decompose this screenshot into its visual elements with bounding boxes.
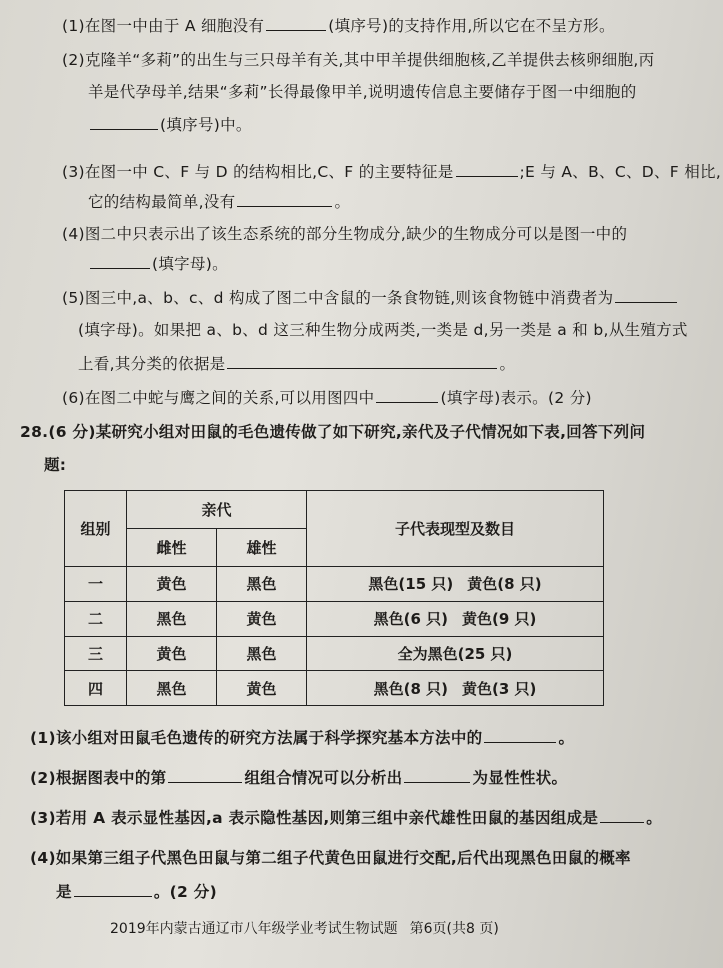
q28-intro-line-1: 28.(6 分)某研究小组对田鼠的毛色遗传做了如下研究,亲代及子代情况如下表,回答下列问 bbox=[20, 423, 646, 441]
answer-blank bbox=[456, 162, 518, 177]
q27-item-1 bbox=[62, 14, 615, 36]
header-group: 组别 bbox=[65, 491, 127, 567]
cell-offspring bbox=[307, 567, 604, 602]
q27-item-3-text-d: 。 bbox=[334, 193, 351, 211]
q27-item-3-text-b: ;E 与 A、B、C、D、F 相比, bbox=[519, 163, 722, 181]
offspring-value: 黄色(9 只) bbox=[462, 610, 537, 629]
cell-offspring bbox=[307, 601, 604, 636]
q27-item-2-line-1: (2)克隆羊“多莉”的出生与三只母羊有关,其中甲羊提供细胞核,乙羊提供去核卵细胞,丙 bbox=[62, 51, 655, 69]
offspring-value: 黄色(8 只) bbox=[467, 575, 542, 594]
q27-item-5-text-c: 上看,其分类的依据是 bbox=[78, 355, 226, 373]
header-parent: 亲代 bbox=[127, 491, 307, 529]
offspring-value: 黑色(8 只) bbox=[373, 679, 448, 698]
q28-item-4-text-b: 是 bbox=[56, 883, 72, 901]
q27-item-2-text-c: (填序号)中。 bbox=[160, 116, 252, 134]
cell-female: 黄色 bbox=[127, 567, 217, 602]
q27-item-2-line-3 bbox=[88, 113, 252, 135]
q28-item-4-line-2 bbox=[56, 880, 217, 902]
answer-blank bbox=[237, 192, 332, 207]
answer-blank bbox=[600, 808, 644, 823]
answer-blank bbox=[74, 882, 152, 897]
q28-item-4-text-c: 。(2 分) bbox=[153, 883, 217, 901]
q27-item-3-line-1 bbox=[62, 160, 721, 182]
offspring-value: 黄色(3 只) bbox=[462, 679, 537, 698]
q28-item-2-text-a: (2)根据图表中的第 bbox=[30, 769, 167, 787]
q27-item-3-text-c: 它的结构最简单,没有 bbox=[88, 193, 236, 211]
offspring-value: 黑色(6 只) bbox=[373, 610, 448, 629]
q27-item-5-line-1 bbox=[62, 286, 679, 308]
q27-item-5-line-2: (填字母)。如果把 a、b、d 这三种生物分成两类,一类是 d,另一类是 a 和 b,从生殖方式 bbox=[78, 321, 688, 339]
q28-item-1 bbox=[30, 726, 574, 748]
cell-group: 一 bbox=[65, 567, 127, 602]
q27-item-6-text-b: (填字母)表示。(2 分) bbox=[440, 389, 592, 407]
q28-item-3-text-b: 。 bbox=[646, 809, 662, 827]
q27-item-5-text-d: 。 bbox=[499, 355, 516, 373]
table-row bbox=[65, 671, 604, 706]
q28-item-4-line-1: (4)如果第三组子代黑色田鼠与第二组子代黄色田鼠进行交配,后代出现黑色田鼠的概率 bbox=[30, 849, 631, 867]
q27-item-3-line-2 bbox=[88, 190, 350, 212]
cell-group: 三 bbox=[65, 636, 127, 671]
header-female: 雌性 bbox=[127, 529, 217, 567]
cell-male: 黄色 bbox=[217, 671, 307, 706]
header-offspring: 子代表现型及数目 bbox=[307, 491, 604, 567]
q27-item-4-line-2 bbox=[88, 252, 228, 274]
answer-blank bbox=[376, 388, 438, 403]
answer-blank bbox=[484, 728, 556, 743]
q28-item-1-text-b: 。 bbox=[558, 729, 575, 747]
q28-intro-line-2: 题: bbox=[44, 456, 67, 474]
q28-item-3-text-a: (3)若用 A 表示显性基因,a 表示隐性基因,则第三组中亲代雄性田鼠的基因组成是 bbox=[30, 809, 599, 827]
footer-exam-title: 2019年内蒙古通辽市八年级学业考试生物试题 bbox=[110, 921, 398, 937]
q27-item-2-line-2: 羊是代孕母羊,结果“多莉”长得最像甲羊,说明遗传信息主要储存于图一中细胞的 bbox=[88, 83, 637, 101]
q27-item-1-text-a: (1)在图一中由于 A 细胞没有 bbox=[62, 17, 265, 35]
cell-female: 黄色 bbox=[127, 636, 217, 671]
cell-male: 黑色 bbox=[217, 636, 307, 671]
q28-item-2-text-b: 组组合情况可以分析出 bbox=[244, 769, 403, 787]
table-row bbox=[65, 601, 604, 636]
answer-blank bbox=[90, 254, 150, 269]
offspring-value: 黑色(15 只) bbox=[368, 575, 454, 594]
q27-item-4-text-b: (填字母)。 bbox=[152, 255, 228, 273]
answer-blank bbox=[227, 354, 497, 369]
q28-item-2 bbox=[30, 766, 567, 788]
q27-item-4-line-1: (4)图二中只表示出了该生态系统的部分生物成分,缺少的生物成分可以是图一中的 bbox=[62, 225, 628, 243]
answer-blank bbox=[404, 768, 470, 783]
q27-item-5-text-a: (5)图三中,a、b、c、d 构成了图二中含鼠的一条食物链,则该食物链中消费者为 bbox=[62, 289, 614, 307]
table-row bbox=[65, 636, 604, 671]
page-footer bbox=[110, 918, 511, 938]
cell-female: 黑色 bbox=[127, 671, 217, 706]
answer-blank bbox=[168, 768, 242, 783]
q28-data-table bbox=[64, 490, 604, 706]
cell-offspring bbox=[307, 636, 604, 671]
q28-item-1-text-a: (1)该小组对田鼠毛色遗传的研究方法属于科学探究基本方法中的 bbox=[30, 729, 483, 747]
cell-female: 黑色 bbox=[127, 601, 217, 636]
q27-item-3-text-a: (3)在图一中 C、F 与 D 的结构相比,C、F 的主要特征是 bbox=[62, 163, 454, 181]
cell-male: 黄色 bbox=[217, 601, 307, 636]
cell-male: 黑色 bbox=[217, 567, 307, 602]
table-row bbox=[65, 567, 604, 602]
footer-page-number: 第6页(共8 页) bbox=[409, 921, 499, 937]
answer-blank bbox=[266, 16, 326, 31]
answer-blank bbox=[90, 115, 158, 130]
q28-item-2-text-c: 为显性性状。 bbox=[472, 769, 568, 787]
offspring-value: 全为黑色(25 只) bbox=[397, 644, 513, 663]
cell-group: 四 bbox=[65, 671, 127, 706]
q27-item-6-text-a: (6)在图二中蛇与鹰之间的关系,可以用图四中 bbox=[62, 389, 375, 407]
q27-item-6 bbox=[62, 386, 592, 408]
header-male: 雄性 bbox=[217, 529, 307, 567]
cell-group: 二 bbox=[65, 601, 127, 636]
cell-offspring bbox=[307, 671, 604, 706]
q27-item-1-text-b: (填序号)的支持作用,所以它在不呈方形。 bbox=[328, 17, 615, 35]
q27-item-5-line-3 bbox=[78, 352, 515, 374]
answer-blank bbox=[615, 288, 677, 303]
q28-item-3 bbox=[30, 806, 662, 828]
